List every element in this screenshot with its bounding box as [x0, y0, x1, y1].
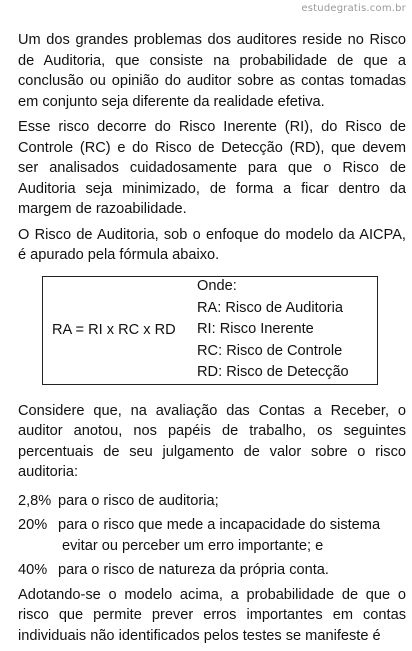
item-text-block: [58, 515, 406, 556]
list-item: [18, 491, 406, 512]
paragraph-4: Considere que, na avaliação das Contas a Receber, o auditor anotou, nos papéis de trabalho, os seguintes percentuais de seu julgamento de valor sobre o risco auditoria:: [18, 402, 406, 480]
watermark: estudegratis.com.br: [301, 3, 406, 14]
item-text: para o risco que mede a incapacidade do sistema: [58, 517, 381, 533]
list-item: [18, 515, 406, 556]
item-percent: 2,8%: [18, 492, 52, 509]
formula-def-ri: RI: Risco Inerente: [197, 321, 314, 338]
paragraph-2: Esse risco decorre do Risco Inerente (RI), do Risco de Controle (RC) e do Risco de Detecção (RD), que devem ser analisados cuidadosamente para que o Risco de Auditoria seja minimizado, de forma a ficar dentro da margem de razoabilidade.: [18, 119, 406, 217]
item-percent: 40%: [18, 562, 48, 578]
list-item: [18, 560, 406, 581]
paragraph-1: Um dos grandes problemas dos auditores reside no Risco de Auditoria, que consiste na probabilidade de que a conclusão ou opinião do auditor sobre as contas tomadas em conjunto seja diferente da realidade efetiva.: [18, 32, 406, 110]
formula-def-rd: RD: Risco de Detecção: [197, 364, 349, 381]
formula-def-rc: RC: Risco de Controle: [197, 342, 343, 359]
paragraph-5: Adotando-se o modelo acima, a probabilidade de que o risco que permite prever erros importantes em contas individuais não identificados pelos testes se manifeste é: [18, 586, 406, 644]
formula-where: Onde:: [197, 278, 237, 295]
item-text: para o risco de auditoria;: [58, 492, 219, 509]
paragraph-3: O Risco de Auditoria, sob o enfoque do modelo da AICPA, é apurado pela fórmula abaixo.: [18, 226, 406, 263]
formula-box: [42, 276, 378, 385]
item-text-continued: evitar ou perceber um erro importante; e: [62, 537, 324, 554]
formula-equation: RA = RI x RC x RD: [52, 321, 176, 338]
item-text: para o risco de natureza da própria conta.: [58, 562, 329, 578]
question-text: [18, 30, 406, 651]
formula-def-ra: RA: Risco de Auditoria: [197, 299, 344, 316]
item-percent: 20%: [18, 517, 48, 533]
formula-definitions: [197, 276, 349, 384]
